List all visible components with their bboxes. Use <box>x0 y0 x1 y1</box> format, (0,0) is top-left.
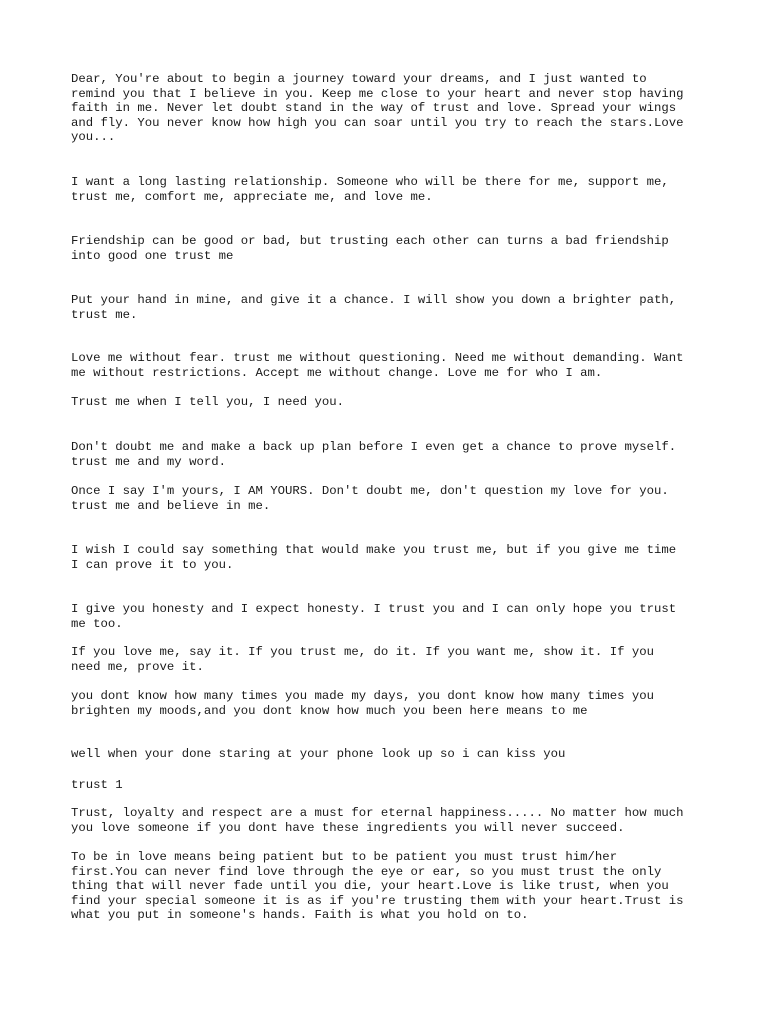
paragraph-need-you: Trust me when I tell you, I need you. <box>71 395 345 409</box>
paragraph-friendship: Friendship can be good or bad, but trusting each other can turns a bad friendship into good one trust me <box>71 234 669 263</box>
paragraph-hand-in-mine: Put your hand in mine, and give it a chance. I will show you down a brighter path, trust me. <box>71 293 677 322</box>
paragraph-wish-i-could-say: I wish I could say something that would make you trust me, but if you give me time I can prove it to you. <box>71 543 677 572</box>
paragraph-dont-doubt: Don't doubt me and make a back up plan before I even get a chance to prove myself. trust me and my word. <box>71 440 677 469</box>
paragraph-love-without-fear: Love me without fear. trust me without questioning. Need me without demanding. Want me without restrictions. Accept me without change. Love me for who I am. <box>71 351 684 380</box>
paragraph-trust-loyalty: Trust, loyalty and respect are a must for eternal happiness..... No matter how much you love someone if you dont have these ingredients you will never succeed. <box>71 806 684 835</box>
paragraph-i-am-yours: Once I say I'm yours, I AM YOURS. Don't doubt me, don't question my love for you. trust me and believe in me. <box>71 484 669 513</box>
paragraph-phone: well when your done staring at your phone look up so i can kiss you <box>71 747 566 761</box>
paragraph-my-days: you dont know how many times you made my days, you dont know how many times you brighten my moods,and you dont know how much you been here means to me <box>71 689 654 718</box>
paragraph-honesty: I give you honesty and I expect honesty. I trust you and I can only hope you trust me too. <box>71 602 677 631</box>
paragraph-if-you-love-me: If you love me, say it. If you trust me, do it. If you want me, show it. If you need me, prove it. <box>71 645 654 674</box>
paragraph-trust-1: trust 1 <box>71 778 123 792</box>
paragraph-patient-love: To be in love means being patient but to be patient you must trust him/her first.You can never find love through the eye or ear, so you must trust the only thing that will never fade until you die, your heart.Love is like trust, when you find your special someone it is as if you're trusting them with your heart.Trust is what you put in someone's hands. Faith is what you hold on to. <box>71 850 684 923</box>
paragraph-dear-letter: Dear, You're about to begin a journey toward your dreams, and I just wanted to remind you that I believe in you. Keep me close to your heart and never stop having faith in me. Never let doubt stand in the way of trust and love. Spread your wings and fly. You never know how high you can soar until you try to reach the stars.Love you... <box>71 72 684 145</box>
paragraph-long-relationship: I want a long lasting relationship. Someone who will be there for me, support me, trust me, comfort me, appreciate me, and love me. <box>71 175 669 204</box>
